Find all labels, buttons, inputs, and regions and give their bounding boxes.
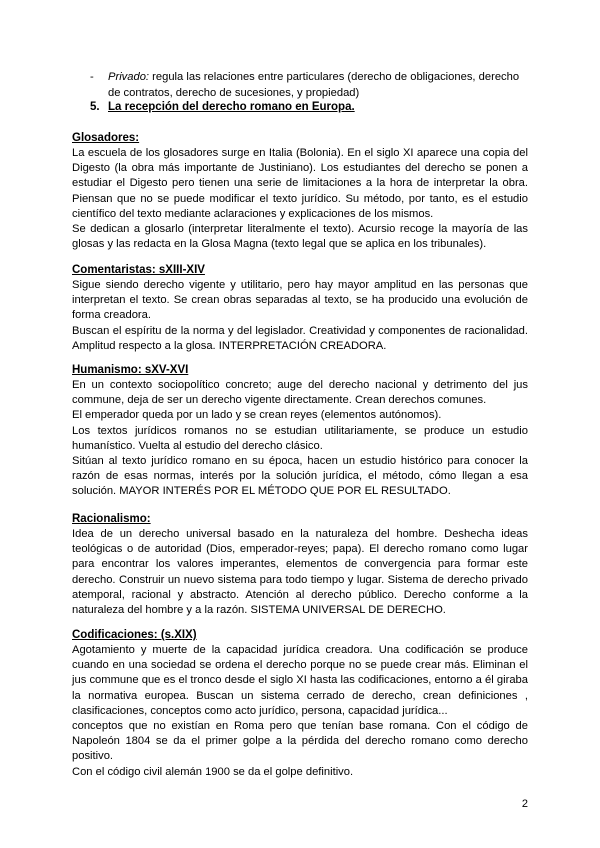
paragraph: Sitúan al texto jurídico romano en su época, hacen un estudio histórico para conocer la razón de esas normas, interés por la solución jurídica, el método, cómo llegan a esa solución. MAYOR INTERÉS POR EL MÉTODO QUE POR EL RESULTADO. (72, 455, 528, 498)
section-body (72, 378, 528, 500)
section-body (72, 527, 528, 618)
paragraph: Agotamiento y muerte de la capacidad jurídica creadora. Una codificación se produce cuando en una sociedad se ordena el derecho porque no se puede crear más. Eliminan el jus commune que es el tronco desde el siglo XI hasta las codificaciones, entorno a él giraba la normativa europea. Buscan un sistema cerrado de derecho, crean definiciones , clasificaciones, conceptos como acto jurídico, persona, capacidad jurídica... (72, 644, 528, 717)
section-title: Humanismo: sXV-XVI (72, 364, 189, 376)
section-title: Glosadores: (72, 132, 140, 144)
section-humanismo (72, 363, 528, 500)
section-comentaristas (72, 263, 528, 354)
heading-title: La recepción del derecho romano en Europa. (108, 101, 355, 113)
section-body (72, 643, 528, 780)
intro-text: regula las relaciones entre particulares (derecho de obligaciones, derecho de contratos, derecho de sucesiones, y propiedad) (108, 71, 520, 99)
section-title: Comentaristas: sXIII-XIV (72, 264, 205, 276)
paragraph: Sigue siendo derecho vigente y utilitario, pero hay mayor amplitud en las personas que interpretan el texto. Se crean obras separadas al texto, se ha producido una evolución de forma creadora. (72, 279, 528, 322)
section-glosadores (72, 131, 528, 252)
paragraph: En un contexto sociopolítico concreto; auge del derecho nacional y detrimento del jus commune, deja de ser un derecho vigente directamente. Crean derechos comunes. (72, 379, 528, 407)
heading-number: 5. (90, 101, 100, 113)
paragraph: Se dedican a glosarlo (interpretar literalmente el texto). Acursio recoge la mayoría de las glosas y las redacta en la Glosa Magna (texto legal que se aplica en los tribunales). (72, 223, 528, 251)
section-heading (90, 101, 355, 113)
page-number: 2 (521, 798, 528, 810)
paragraph: Los textos jurídicos romanos no se estudian utilitariamente, se produce un estudio humanístico. Vuelta al estudio del derecho clásico. (72, 424, 528, 452)
list-dash: - (90, 71, 94, 83)
paragraph: Idea de un derecho universal basado en la naturaleza del hombre. Deshecha ideas teológicas o de autoridad (Dios, emperador-reyes; papa). El derecho romano como lugar para encontrar los valores imperantes, elementos de convergencia para formar este derecho. Construir un nuevo sistema para todo tiempo y lugar. Sistema de derecho privado atemporal, racional y abstracto. Atención al derecho público. Derecho conforme a la naturaleza del hombre y a la razón. SISTEMA UNIVERSAL DE DERECHO. (72, 528, 528, 617)
section-body (72, 278, 528, 354)
intro-list-item (90, 70, 530, 101)
paragraph: El emperador queda por un lado y se crean reyes (elementos autónomos). (72, 409, 442, 422)
section-title: Codificaciones: (s.XIX) (72, 629, 197, 641)
section-racionalismo (72, 512, 528, 618)
section-body (72, 146, 528, 252)
section-codificaciones (72, 628, 528, 780)
paragraph: conceptos que no existían en Roma pero que tenían base romana. Con el código de Napoleón 1804 se da el primer golpe a la pérdida del derecho romano como derecho positivo. (72, 720, 528, 763)
paragraph: Con el código civil alemán 1900 se da el golpe definitivo. (72, 765, 354, 778)
section-title: Racionalismo: (72, 513, 151, 525)
intro-body (108, 70, 530, 101)
intro-term: Privado: (108, 71, 150, 83)
paragraph: Buscan el espíritu de la norma y del legislador. Creatividad y componentes de racionalidad. Amplitud respecto a la glosa. INTERPRETACIÓN CREADORA. (72, 324, 528, 352)
paragraph: La escuela de los glosadores surge en Italia (Bolonia). En el siglo XI aparece una copia del Digesto (la obra más importante de Justiniano). Los estudiantes del derecho se ponen a estudiar el Digesto pero tienen una serie de limitaciones a la hora de interpretar la obra. Piensan que no se puede modificar el texto jurídico. Su método, por tanto, es el estudio científico del texto mediante aclaraciones y explicaciones de los mismos. (72, 147, 528, 220)
